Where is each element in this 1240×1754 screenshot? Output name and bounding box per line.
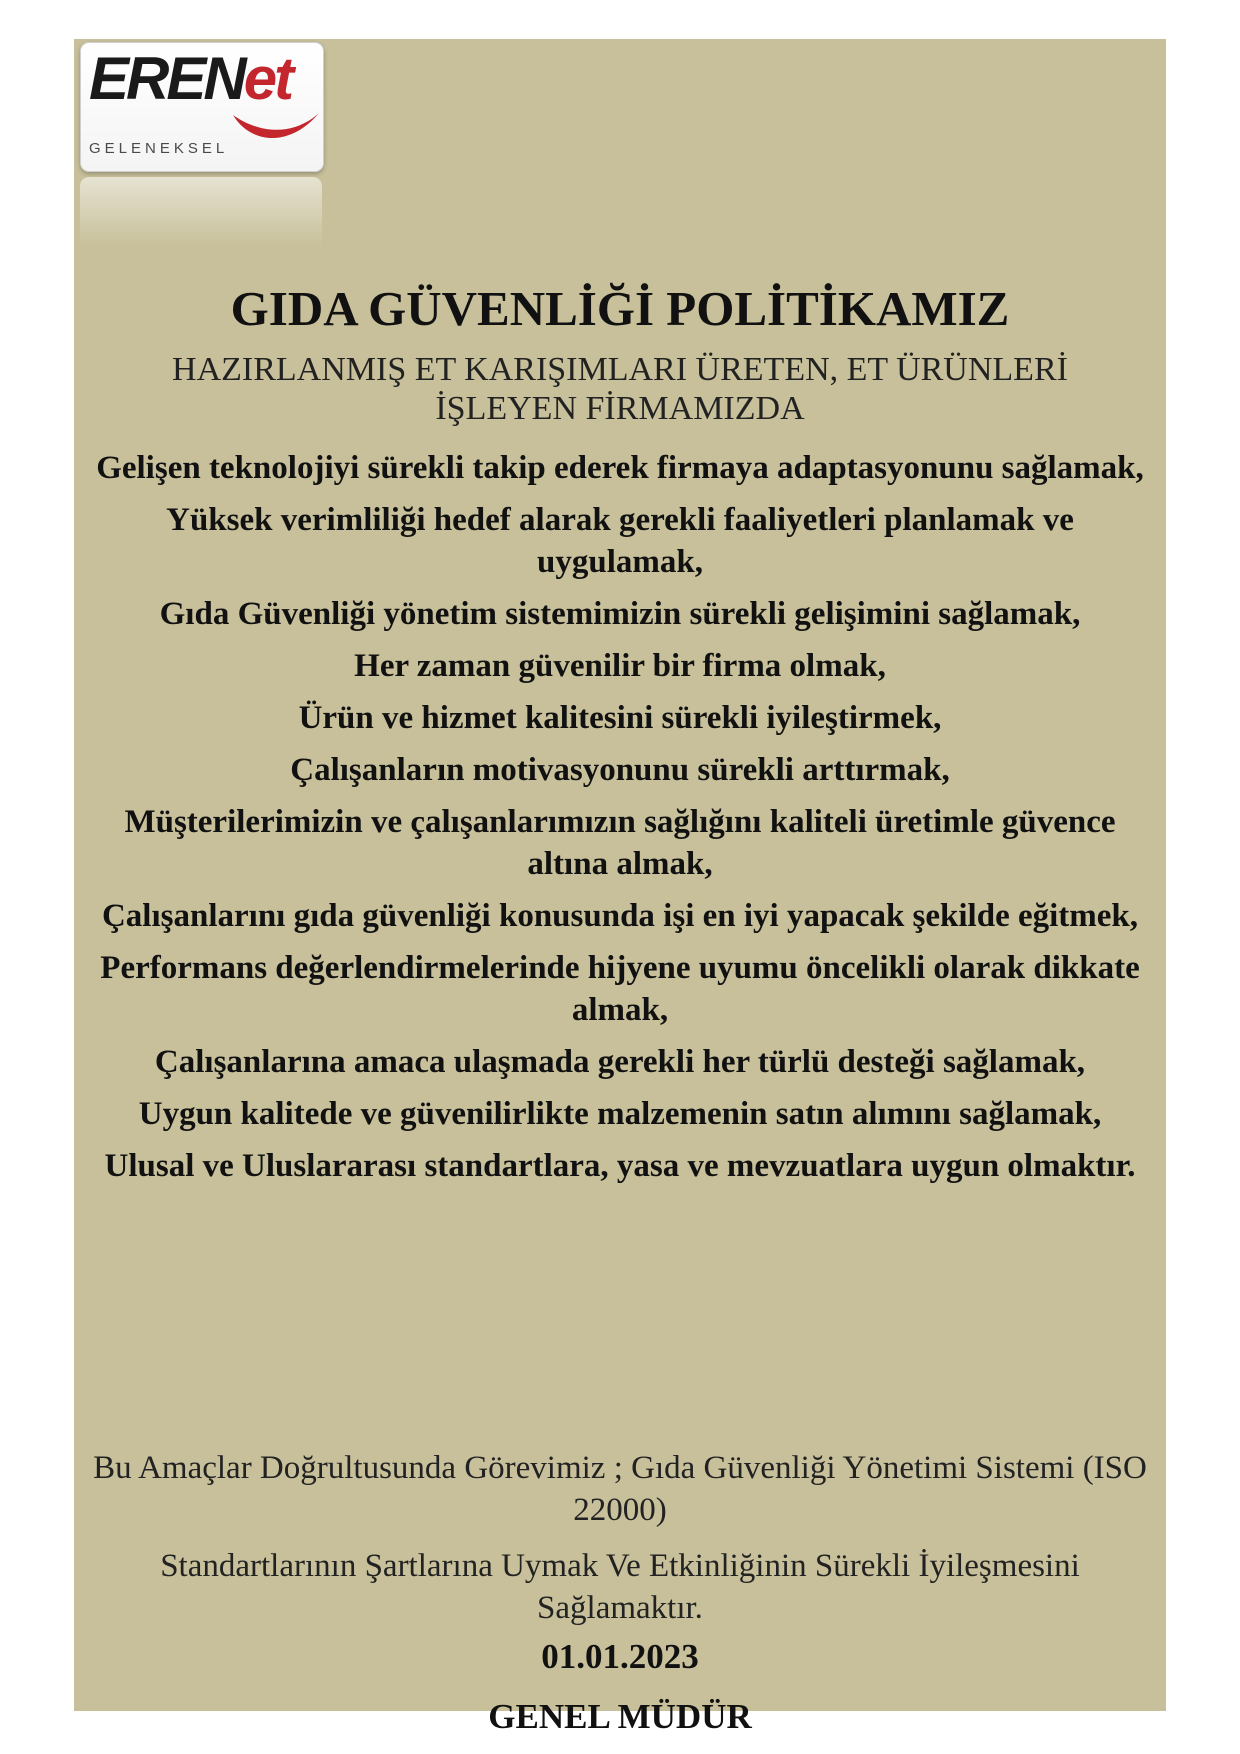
policy-item: Çalışanların motivasyonunu sürekli arttırmak,: [290, 752, 950, 788]
policy-item: Müşterilerimizin ve çalışanlarımızın sağlığını kaliteli üretimle güvence altına almak,: [124, 804, 1116, 882]
subtitle-line: İŞLEYEN FİRMAMIZDA: [435, 390, 805, 428]
policy-item: Gıda Güvenliği yönetim sistemimizin sürekli gelişimini sağlamak,: [159, 596, 1081, 632]
logo-tagline: GELENEKSEL: [89, 140, 229, 157]
policy-item: Çalışanlarını gıda güvenliği konusunda işi en iyi yapacak şekilde eğitmek,: [101, 898, 1139, 934]
subtitle-line: HAZIRLANMIŞ ET KARIŞIMLARI ÜRETEN, ET ÜRÜNLERİ: [172, 351, 1068, 388]
policy-item: Gelişen teknolojiyi sürekli takip ederek firmaya adaptasyonunu sağlamak,: [96, 450, 1144, 486]
document-date: 01.01.2023: [541, 1637, 699, 1676]
signer-title: GENEL MÜDÜR: [488, 1697, 752, 1736]
policy-list: [74, 447, 1166, 1197]
logo-wordmark: [89, 45, 292, 112]
logo-reflection: [80, 177, 322, 247]
logo-brand-main: EREN: [89, 45, 244, 112]
closing-paragraph: Bu Amaçlar Doğrultusunda Görevimiz ; Gıda Güvenliği Yönetimi Sistemi (ISO 22000): [93, 1450, 1147, 1528]
policy-item: Ulusal ve Uluslararası standartlara, yasa ve mevzuatlara uygun olmaktır.: [104, 1148, 1136, 1184]
policy-item: Performans değerlendirmelerinde hijyene uyumu öncelikli olarak dikkate almak,: [100, 950, 1140, 1028]
policy-item: Uygun kalitede ve güvenilirlikte malzemenin satın alımını sağlamak,: [138, 1096, 1102, 1132]
logo-swoosh-icon: [231, 109, 321, 149]
logo-brand-accent: et: [243, 45, 292, 112]
policy-item: Her zaman güvenilir bir firma olmak,: [354, 648, 886, 684]
closing-paragraph: Standartlarının Şartlarına Uymak Ve Etkinliğinin Sürekli İyileşmesini Sağlamaktır.: [160, 1548, 1080, 1626]
page-title: GIDA GÜVENLİĞİ POLİTİKAMIZ: [230, 281, 1010, 336]
closing-statement: [74, 1447, 1166, 1643]
policy-sheet: [74, 39, 1166, 1736]
policy-item: Çalışanlarına amaca ulaşmada gerekli her türlü desteği sağlamak,: [154, 1044, 1086, 1080]
page-subtitle: [74, 350, 1166, 428]
policy-item: Ürün ve hizmet kalitesini sürekli iyileştirmek,: [298, 700, 942, 736]
company-logo: [80, 42, 324, 172]
policy-item: Yüksek verimliliği hedef alarak gerekli faaliyetleri planlamak ve uygulamak,: [166, 502, 1074, 580]
